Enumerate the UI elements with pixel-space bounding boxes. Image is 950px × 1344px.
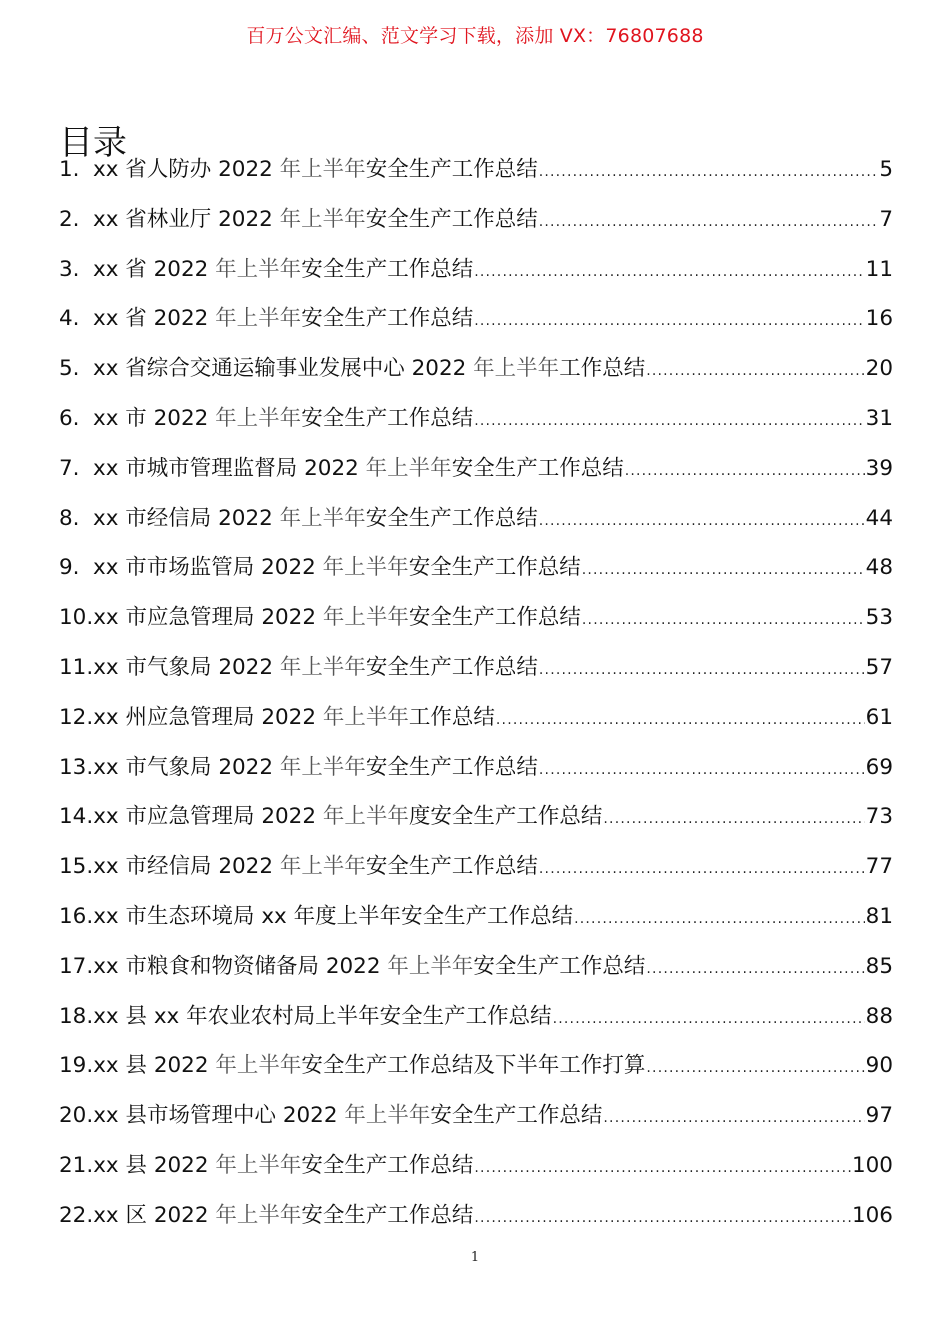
toc-entry-number: 4. [59, 306, 80, 332]
toc-entry-page: 61 [865, 704, 893, 730]
toc-entry-title: xx 省人防办 2022 年上半年安全生产工作总结 [93, 157, 538, 182]
toc-entry[interactable] [59, 401, 893, 451]
toc-entry[interactable] [59, 351, 893, 401]
toc-entry-number: 8. [59, 505, 80, 531]
toc-entry-number: 15. [59, 854, 94, 880]
toc-entry-page: 31 [865, 405, 893, 431]
toc-entry-title: xx 市 2022 年上半年安全生产工作总结 [93, 405, 474, 431]
toc-entry-title: xx 县市场管理中心 2022 年上半年安全生产工作总结 [93, 1103, 603, 1129]
dot-leader [603, 1100, 864, 1136]
toc-entry-number: 11. [59, 654, 94, 680]
dot-leader [539, 503, 865, 539]
table-of-contents [59, 152, 893, 1248]
toc-entry-number: 9. [59, 555, 80, 581]
toc-entry-page: 16 [865, 306, 893, 332]
toc-entry[interactable] [59, 451, 893, 501]
toc-entry-number: 5. [59, 356, 80, 382]
toc-entry-number: 21. [59, 1152, 94, 1178]
dot-leader [646, 951, 864, 987]
toc-entry[interactable] [59, 550, 893, 600]
dot-leader [625, 453, 865, 489]
toc-entry-page: 100 [851, 1152, 893, 1178]
toc-entry-number: 3. [59, 256, 80, 282]
toc-entry[interactable] [59, 700, 893, 750]
toc-entry-page: 106 [851, 1202, 893, 1228]
toc-entry-number: 22. [59, 1202, 94, 1228]
toc-entry-title: xx 市城市管理监督局 2022 年上半年安全生产工作总结 [93, 455, 624, 481]
toc-entry-page: 11 [865, 256, 893, 282]
dot-leader [474, 254, 864, 290]
toc-entry[interactable] [59, 600, 893, 650]
toc-entry[interactable] [59, 252, 893, 302]
toc-entry[interactable] [59, 799, 893, 849]
toc-entry-title: xx 县 xx 年农业农村局上半年安全生产工作总结 [93, 1003, 552, 1029]
toc-entry[interactable] [59, 301, 893, 351]
toc-entry-title: xx 省林业厅 2022 年上半年安全生产工作总结 [93, 206, 538, 232]
toc-entry-page: 53 [865, 605, 893, 631]
dot-leader [603, 801, 864, 837]
toc-entry[interactable] [59, 1148, 893, 1198]
toc-entry[interactable] [59, 849, 893, 899]
toc-entry[interactable] [59, 501, 893, 551]
toc-entry[interactable] [59, 1098, 893, 1148]
toc-entry[interactable] [59, 152, 893, 202]
dot-leader [539, 154, 879, 190]
toc-entry-title: xx 市应急管理局 2022 年上半年度安全生产工作总结 [93, 804, 603, 830]
toc-entry-number: 14. [59, 804, 94, 830]
toc-entry-page: 39 [865, 455, 893, 481]
toc-entry-title: xx 市经信局 2022 年上半年安全生产工作总结 [93, 854, 538, 880]
toc-entry-title: xx 市应急管理局 2022 年上半年安全生产工作总结 [93, 605, 581, 631]
toc-entry-page: 57 [865, 654, 893, 680]
toc-entry-title: xx 市生态环境局 xx 年度上半年安全生产工作总结 [93, 903, 574, 929]
toc-entry-number: 18. [59, 1003, 94, 1029]
dot-leader [474, 1150, 851, 1186]
dot-leader [539, 752, 865, 788]
toc-entry-title: xx 县 2022 年上半年安全生产工作总结及下半年工作打算 [93, 1053, 646, 1079]
toc-entry-page: 20 [865, 356, 893, 382]
toc-entry-page: 85 [865, 953, 893, 979]
dot-leader [474, 303, 864, 339]
dot-leader [582, 602, 865, 638]
toc-entry-title: xx 省 2022 年上半年安全生产工作总结 [93, 256, 474, 282]
toc-entry-number: 6. [59, 405, 80, 431]
dot-leader [582, 552, 865, 588]
toc-entry-page: 73 [865, 804, 893, 830]
toc-entry-page: 81 [865, 903, 893, 929]
toc-entry-page: 44 [865, 505, 893, 531]
toc-entry-number: 13. [59, 754, 94, 780]
toc-entry-title: xx 州应急管理局 2022 年上半年工作总结 [93, 704, 495, 730]
toc-entry-number: 1. [59, 157, 80, 182]
toc-entry-number: 2. [59, 206, 80, 232]
toc-entry-page: 90 [865, 1053, 893, 1079]
toc-entry[interactable] [59, 899, 893, 949]
toc-entry-title: xx 市粮食和物资储备局 2022 年上半年安全生产工作总结 [93, 953, 646, 979]
dot-leader [539, 652, 865, 688]
toc-entry-number: 16. [59, 903, 94, 929]
toc-entry[interactable] [59, 949, 893, 999]
toc-entry-page: 77 [865, 854, 893, 880]
toc-entry-number: 10. [59, 605, 94, 631]
toc-entry-page: 88 [865, 1003, 893, 1029]
toc-entry[interactable] [59, 202, 893, 252]
toc-entry-page: 69 [865, 754, 893, 780]
toc-entry-page: 48 [865, 555, 893, 581]
toc-entry-number: 19. [59, 1053, 94, 1079]
dot-leader [474, 403, 864, 439]
dot-leader [646, 1050, 864, 1086]
dot-leader [496, 702, 865, 738]
toc-entry-title: xx 省 2022 年上半年安全生产工作总结 [93, 306, 474, 332]
toc-entry[interactable] [59, 1198, 893, 1248]
toc-entry-title: xx 省综合交通运输事业发展中心 2022 年上半年工作总结 [93, 356, 646, 382]
toc-entry-page: 7 [879, 206, 893, 232]
toc-entry[interactable] [59, 750, 893, 800]
toc-entry-page: 5 [879, 157, 893, 182]
toc-title: 目录 [59, 122, 127, 163]
dot-leader [474, 1200, 851, 1236]
dot-leader [539, 851, 865, 887]
header-banner: 百万公文汇编、范文学习下载，添加 VX：76807688 [246, 25, 704, 47]
toc-entry-number: 17. [59, 953, 94, 979]
dot-leader [574, 901, 865, 937]
toc-entry-title: xx 市气象局 2022 年上半年安全生产工作总结 [93, 754, 538, 780]
toc-entry[interactable] [59, 1048, 893, 1098]
toc-entry-title: xx 县 2022 年上半年安全生产工作总结 [93, 1152, 474, 1178]
toc-entry[interactable] [59, 650, 893, 700]
dot-leader [553, 1001, 865, 1037]
toc-entry-title: xx 市经信局 2022 年上半年安全生产工作总结 [93, 505, 538, 531]
toc-entry-title: xx 市市场监管局 2022 年上半年安全生产工作总结 [93, 555, 581, 581]
toc-entry-title: xx 市气象局 2022 年上半年安全生产工作总结 [93, 654, 538, 680]
dot-leader [646, 353, 864, 389]
toc-entry[interactable] [59, 999, 893, 1049]
toc-entry-number: 7. [59, 455, 80, 481]
toc-entry-number: 20. [59, 1103, 94, 1129]
toc-entry-number: 12. [59, 704, 94, 730]
toc-entry-title: xx 区 2022 年上半年安全生产工作总结 [93, 1202, 474, 1228]
toc-entry-page: 97 [865, 1103, 893, 1129]
page-number: 1 [470, 1250, 480, 1265]
dot-leader [539, 204, 879, 240]
